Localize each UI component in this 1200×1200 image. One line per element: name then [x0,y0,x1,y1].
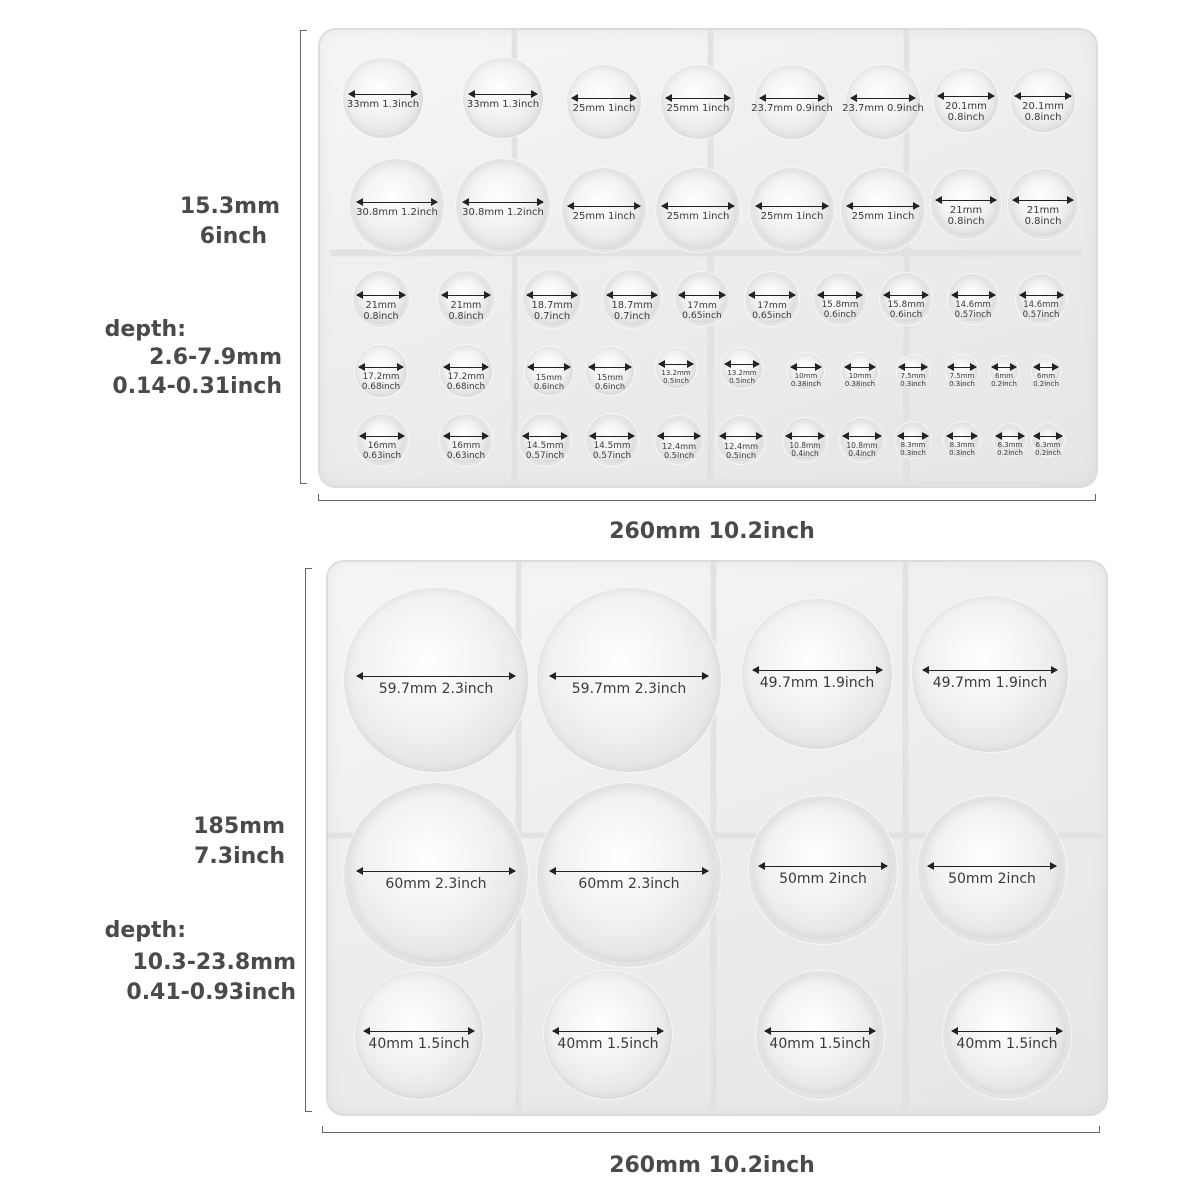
top-cavity-label: 12.4mm [723,441,759,451]
top-cavity-label: 0.57inch [954,309,992,320]
top-dimension-arrow [756,206,828,207]
top-depth-label: depth: [104,317,186,342]
top-dimension-arrow [1034,367,1058,368]
top-cavity-label: 0.8inch [363,310,399,322]
top-cavity-label: 8.3mm [949,441,975,449]
top-cavity-label: 15mm [596,372,624,382]
top-dimension-arrow [818,295,863,296]
top-cavity-label: 0.5inch [729,377,755,385]
top-cavity-label: 0.2inch [991,380,1017,388]
top-width-label: 260mm 10.2inch [609,519,815,544]
bottom-cavity-label: 60mm 2.3inch [578,876,680,892]
top-cavity-label: 0.8inch [1024,112,1062,123]
bottom-width-label: 260mm 10.2inch [609,1153,815,1178]
top-dimension-arrow [884,295,929,296]
top-cavity [567,65,641,139]
top-dimension-arrow [898,436,929,437]
top-dimension-arrow [791,367,822,368]
bottom-dimension-arrow [759,866,886,867]
bottom-dimension-arrow [765,1031,875,1032]
top-cavity-label: 21mm [450,300,482,311]
top-dimension-arrow [463,202,544,203]
top-cavity-label: 16mm [367,441,397,451]
bottom-height-inch: 7.3inch [194,844,285,869]
top-cavity-label: 0.4inch [848,449,876,459]
top-cavity-label: 7.5mm [900,372,926,380]
top-dimension-arrow [1020,295,1063,296]
top-cavity-label: 13.2mm [727,369,757,377]
top-cavity-label: 0.38inch [790,380,822,388]
top-dimension-arrow [679,295,725,296]
bottom-cavity-label: 50mm 2inch [948,871,1036,887]
bottom-cavity-label: 40mm 1.5inch [557,1036,659,1052]
bottom-dimension-arrow [550,676,708,677]
bottom-dimension-arrow [553,1031,663,1032]
top-height-mm: 15.3mm [179,194,280,219]
top-dimension-arrow [528,367,569,368]
bottom-height-mm: 185mm [193,814,285,839]
top-cavity-label: 25mm 1inch [572,211,636,222]
bottom-cavity [344,783,528,967]
bottom-cavity [749,796,897,944]
top-depth-mm: 2.6-7.9mm [149,345,282,370]
top-dimension-arrow [349,94,418,95]
top-cavity-label: 14.6mm [955,300,991,310]
top-dimension-arrow [357,295,405,296]
top-dimension-arrow [725,364,759,365]
top-cavity-label: 0.68inch [446,381,486,392]
top-cavity-label: 6.3mm [1035,441,1061,449]
top-cavity-label: 0.65inch [682,310,722,322]
top-cavity [656,168,740,252]
top-cavity-label: 21mm [1026,205,1060,216]
bottom-dimension-arrow [364,1031,474,1032]
top-cavity-label: 30.8mm 1.2inch [356,207,438,218]
top-height-inch: 6inch [199,224,267,249]
top-cavity-label: 14.5mm [593,441,631,451]
top-cavity-label: 0.6inch [823,309,857,320]
top-dimension-arrow [1013,200,1073,201]
top-cavity-label: 0.63inch [446,450,486,461]
top-dimension-arrow [1015,96,1070,97]
top-dimension-arrow [847,206,919,207]
bottom-dimension-arrow [753,670,882,671]
top-cavity-label: 0.3inch [949,449,975,457]
top-dimension-arrow [1034,436,1062,437]
bottom-height-bracket [305,568,312,1112]
top-cavity-label: 0.57inch [525,450,565,461]
top-cavity-label: 33mm 1.3inch [346,99,420,110]
top-cavity-label: 25mm 1inch [572,103,636,114]
top-height-bracket [300,30,307,484]
top-dimension-arrow [749,295,795,296]
bottom-cavity-label: 40mm 1.5inch [368,1036,470,1052]
top-cavity [562,168,646,252]
top-dimension-arrow [659,364,693,365]
top-dimension-arrow [938,96,993,97]
top-cavity-label: 23.7mm 0.9inch [842,103,924,114]
top-dimension-arrow [444,436,489,437]
bottom-cavity [344,588,528,772]
bottom-dimension-arrow [357,676,515,677]
top-cavity [463,58,543,138]
top-dimension-arrow [360,436,405,437]
top-dimension-arrow [899,367,927,368]
top-cavity-label: 18.7mm [611,300,653,311]
top-cavity-label: 21mm [365,300,397,311]
bottom-cavity-label: 40mm 1.5inch [956,1036,1058,1052]
bottom-cavity [537,588,721,772]
top-cavity-label: 0.6inch [594,381,626,392]
top-dimension-arrow [851,98,915,99]
top-cavity-label: 0.6inch [533,381,565,392]
top-width-bracket [318,494,1096,501]
bottom-depth-inch: 0.41-0.93inch [126,980,296,1005]
top-cavity-label: 0.57inch [592,450,632,461]
top-cavity-label: 6.3mm [997,441,1023,449]
top-cavity-label: 0.2inch [1033,380,1059,388]
top-cavity-label: 17.2mm [362,372,400,382]
top-dimension-arrow [786,436,824,437]
top-cavity-label: 0.8inch [947,216,985,227]
top-dimension-arrow [572,98,636,99]
top-cavity [1008,169,1078,239]
top-cavity-label: 10.8mm [789,441,821,450]
top-cavity-label: 25mm 1inch [760,211,824,222]
bottom-width-bracket [322,1126,1100,1133]
top-cavity-label: 17mm [757,300,787,311]
top-dimension-arrow [947,436,978,437]
bottom-cavity [544,971,672,1099]
top-cavity-label: 0.5inch [663,377,689,385]
top-dimension-arrow [720,436,761,437]
top-cavity-label: 0.3inch [900,380,926,388]
top-cavity [343,58,423,138]
bottom-dimension-arrow [923,670,1057,671]
top-dimension-arrow [948,367,976,368]
top-cavity-label: 0.7inch [613,310,651,322]
top-cavity-label: 21mm [949,205,983,216]
top-cavity-label: 25mm 1inch [666,103,730,114]
top-cavity-label: 14.6mm [1023,300,1059,310]
top-cavity-label: 0.3inch [900,449,926,457]
top-dimension-arrow [523,436,568,437]
top-cavity [846,65,920,139]
top-cavity-label: 30.8mm 1.2inch [462,207,544,218]
top-dimension-arrow [666,98,730,99]
top-dimension-arrow [527,295,577,296]
top-cavity-label: 16mm [451,441,481,451]
top-cavity-label: 23.7mm 0.9inch [751,103,833,114]
top-cavity-label: 0.8inch [448,310,484,322]
top-cavity-label: 8.3mm [900,441,926,449]
top-cavity-label: 7.5mm [949,372,975,380]
bottom-dimension-arrow [928,866,1055,867]
bottom-depth-mm: 10.3-23.8mm [132,950,296,975]
top-cavity-label: 33mm 1.3inch [466,99,540,110]
bottom-cavity [912,596,1068,752]
top-cavity-label: 0.63inch [362,450,402,461]
top-dimension-arrow [845,367,876,368]
top-dimension-arrow [996,436,1024,437]
top-dimension-arrow [658,436,699,437]
top-cavity-label: 17mm [687,300,717,311]
top-dimension-arrow [568,206,640,207]
bottom-cavity [742,599,892,749]
bottom-cavity [537,783,721,967]
top-cavity [350,159,444,253]
bottom-cavity-label: 60mm 2.3inch [385,876,487,892]
top-cavity-label: 0.5inch [663,450,695,461]
top-cavity-label: 15mm [535,372,563,382]
bottom-cavity-label: 59.7mm 2.3inch [571,681,687,697]
top-cavity-label: 10.8mm [846,441,878,450]
bottom-cavity [943,971,1071,1099]
top-cavity-label: 13.2mm [661,369,691,377]
bottom-cavity [355,971,483,1099]
top-cavity [841,168,925,252]
top-cavity-label: 0.4inch [791,449,819,459]
top-cavity-label: 10mm [848,372,872,380]
top-dimension-arrow [444,367,489,368]
top-dimension-arrow [357,202,438,203]
bottom-cavity [918,796,1066,944]
top-cavity-label: 0.2inch [997,449,1023,457]
top-cavity-label: 0.38inch [844,380,876,388]
top-cavity-label: 15.8mm [887,300,925,310]
top-dimension-arrow [589,367,630,368]
bottom-depth-label: depth: [104,918,186,943]
top-cavity-label: 0.2inch [1035,449,1061,457]
top-dimension-arrow [590,436,635,437]
top-dimension-arrow [442,295,490,296]
top-cavity-label: 10mm [794,372,818,380]
top-dimension-arrow [469,94,538,95]
top-cavity-label: 0.8inch [1024,216,1062,227]
top-cavity-label: 15.8mm [821,300,859,310]
top-cavity-label: 0.5inch [725,450,757,461]
top-cavity-label: 14.5mm [526,441,564,451]
top-dimension-arrow [952,295,995,296]
top-cavity [931,169,1001,239]
bottom-dimension-arrow [357,871,515,872]
top-cavity-label: 20.1mm [945,101,987,112]
top-cavity-label: 0.65inch [752,310,792,322]
top-cavity-label: 18.7mm [531,300,573,311]
top-cavity-label: 17.2mm [447,372,485,382]
top-cavity [456,159,550,253]
bottom-cavity-label: 49.7mm 1.9inch [932,675,1048,691]
top-cavity-label: 0.68inch [361,381,401,392]
top-dimension-arrow [936,200,996,201]
top-cavity-label: 0.8inch [947,112,985,123]
top-cavity-label: 6mm [994,372,1014,380]
bottom-dimension-arrow [952,1031,1062,1032]
top-depth-inch: 0.14-0.31inch [112,374,282,399]
top-cavity-label: 20.1mm [1022,101,1064,112]
top-cavity-label: 0.7inch [533,310,571,322]
top-cavity-label: 0.57inch [1022,309,1060,320]
top-cavity-label: 12.4mm [661,441,697,451]
top-dimension-arrow [843,436,881,437]
top-dimension-arrow [662,206,734,207]
top-cavity-label: 0.6inch [889,309,923,320]
top-dimension-arrow [760,98,824,99]
top-cavity-label: 0.3inch [949,380,975,388]
top-dimension-arrow [607,295,657,296]
bottom-cavity-label: 50mm 2inch [779,871,867,887]
top-dimension-arrow [992,367,1016,368]
top-cavity-label: 6mm [1036,372,1056,380]
bottom-dimension-arrow [550,871,708,872]
top-cavity-label: 25mm 1inch [666,211,730,222]
bottom-cavity [756,971,884,1099]
top-cavity-label: 25mm 1inch [851,211,915,222]
bottom-cavity-label: 49.7mm 1.9inch [759,675,875,691]
top-dimension-arrow [359,367,404,368]
top-cavity [750,168,834,252]
top-cavity [661,65,735,139]
top-cavity [755,65,829,139]
bottom-cavity-label: 59.7mm 2.3inch [378,681,494,697]
bottom-cavity-label: 40mm 1.5inch [769,1036,871,1052]
